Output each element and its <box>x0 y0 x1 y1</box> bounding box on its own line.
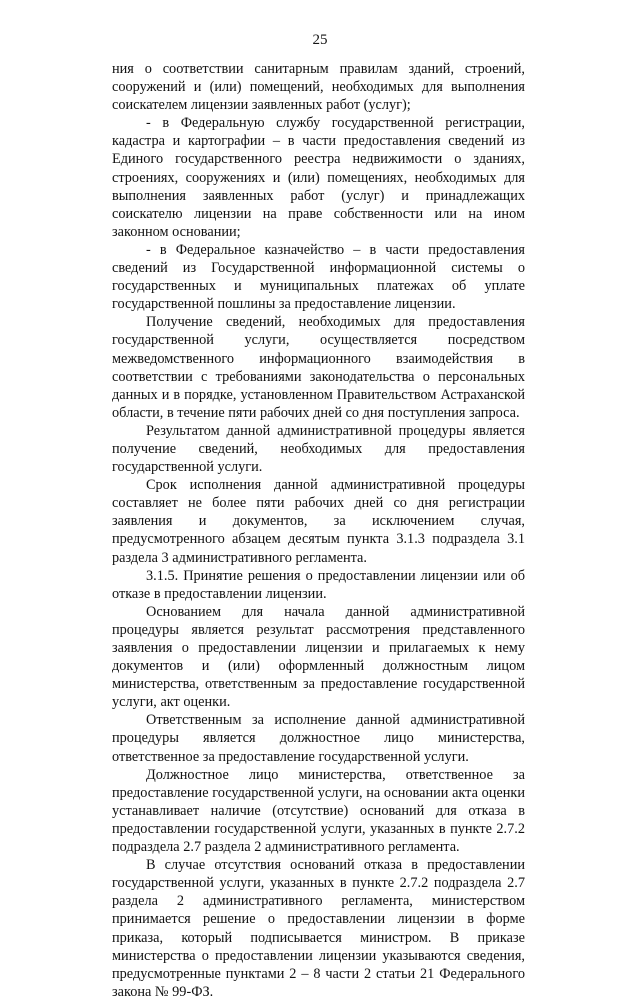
document-body <box>112 60 525 1001</box>
paragraph-decision: В случае отсутствия оснований отказа в предоставлении государственной услуги, указанных в пункте 2.7.2 подраздела 2.7 раздела 2 административного регламента, министерством принимается решение о предоставлении лицензии в форме приказа, который подписывается министром. В приказе министерства о предоставлении лицензии указываются сведения, предусмотренные пунктами 2 – 8 части 2 статьи 21 Федерального закона № 99-ФЗ. <box>112 857 525 1000</box>
paragraph-result: Результатом данной административной процедуры является получение сведений, необходимых для предоставления государственной услуги. <box>112 422 525 476</box>
paragraph-continuation: ния о соответствии санитарным правилам зданий, строений, сооружений и (или) помещений, необходимых для выполнения соискателем лицензии заявленных работ (услуг); <box>112 61 525 114</box>
paragraph-deadline: Срок исполнения данной административной процедуры составляет не более пяти рабочих дней со дня регистрации заявления и документов, за исключением случая, предусмотренного абзацем десятым пункта 3.1.3 подраздела 3.1 раздела 3 административного регламента. <box>112 477 525 566</box>
paragraph-interagency: Получение сведений, необходимых для предоставления государственной услуги, осуществляется посредством межведомственного информационного взаимодействия в соответствии с требованиями законодательства о персональных данных и в порядке, установленном Правительством Астраханской области, в течение пяти рабочих дней со дня поступления запроса. <box>112 314 525 421</box>
paragraph-official: Должностное лицо министерства, ответственное за предоставление государственной услуги, на основании акта оценки устанавливает наличие (отсутствие) оснований для отказа в предоставлении государственной услуги, указанных в пункте 2.7.2 подраздела 2.7 раздела 2 административного регламента. <box>112 766 525 856</box>
paragraph-basis: Основанием для начала данной административной процедуры является результат рассмотрения представленного заявления о предоставлении лицензии и прилагаемых к нему документов и (или) оформленный должностным лицом министерства, ответственным за предоставление государственной услуги, акт оценки. <box>112 603 525 711</box>
paragraph-responsible: Ответственным за исполнение данной административной процедуры является должностное лицо министерства, ответственное за предоставление государственной услуги. <box>112 712 525 765</box>
paragraph-rosreestr: - в Федеральную службу государственной регистрации, кадастра и картографии – в части предоставления сведений из Единого государственного реестра недвижимости о зданиях, строениях, сооружениях и (или) помещениях, необходимых для выполнения заявленных работ (услуг) и принадлежащих соискателю лицензии на праве собственности или на ином законном основании; <box>112 115 525 240</box>
section-heading-3-1-5: 3.1.5. Принятие решения о предоставлении лицензии или об отказе в предоставлении лицензии. <box>112 567 525 602</box>
page-number: 25 <box>312 32 328 48</box>
paragraph-treasury: - в Федеральное казначейство – в части предоставления сведений из Государственной информационной системы о государственных и муниципальных платежах об уплате государственной пошлины за предоставление лицензии. <box>112 241 525 313</box>
